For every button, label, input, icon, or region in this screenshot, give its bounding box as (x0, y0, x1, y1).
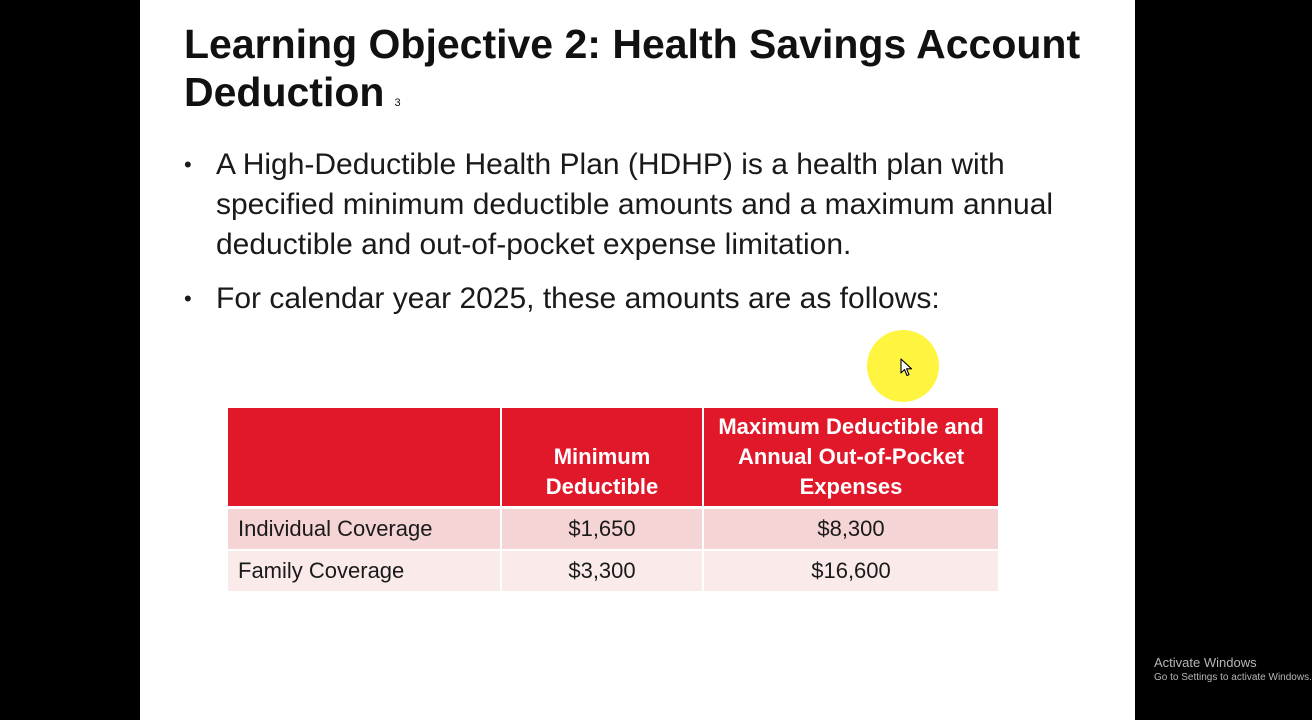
hdhp-limits-table (228, 408, 998, 593)
row-label: Individual Coverage (228, 508, 501, 551)
presentation-slide (140, 0, 1312, 720)
slide-number: 3 (394, 97, 401, 109)
bullet-marker: • (184, 152, 192, 177)
slide-title (184, 20, 1084, 127)
slide-title-text: Learning Objective 2: Health Savings Account Deduction (184, 21, 1081, 115)
header-cell-minimum-deductible: Minimum Deductible (501, 408, 703, 508)
bullet-text: For calendar year 2025, these amounts are as follows: (216, 282, 940, 315)
watermark-title: Activate Windows (1154, 655, 1257, 670)
bullet-item (184, 279, 1064, 319)
row-label: Family Coverage (228, 550, 501, 592)
min-deductible-cell: $3,300 (501, 550, 703, 592)
header-cell-blank (228, 408, 501, 508)
max-deductible-cell: $8,300 (703, 508, 998, 551)
table-row (228, 550, 998, 592)
table-header-row (228, 408, 998, 508)
bullet-list (184, 145, 1064, 333)
watermark-subtitle: Go to Settings to activate Windows. (1154, 672, 1312, 683)
bullet-item (184, 145, 1064, 265)
bullet-marker: • (184, 286, 192, 311)
max-deductible-cell: $16,600 (703, 550, 998, 592)
activate-windows-watermark (1154, 655, 1312, 685)
mouse-pointer-icon (900, 358, 914, 378)
header-cell-maximum-deductible: Maximum Deductible and Annual Out-of-Pocket Expenses (703, 408, 998, 508)
bullet-text: A High-Deductible Health Plan (HDHP) is a health plan with specified minimum deductible amounts and a maximum annual deductible and out-of-pocket expense limitation. (216, 148, 1054, 261)
table-row (228, 508, 998, 551)
min-deductible-cell: $1,650 (501, 508, 703, 551)
